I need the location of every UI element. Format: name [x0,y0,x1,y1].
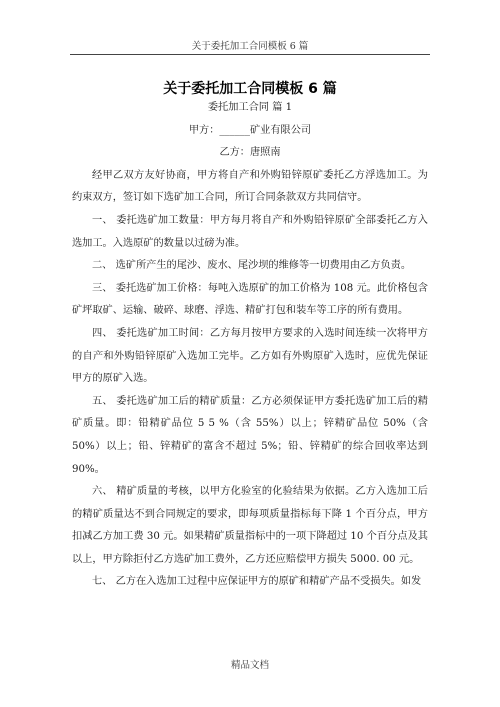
clause-7: 七、 乙方在入选加工过程中应保证甲方的原矿和精矿产品不受损失。如发 [92,576,422,588]
header-divider [70,54,430,55]
document-title: 关于委托加工合同模板 6 篇 [163,81,337,97]
document-body [72,97,428,594]
clause-6: 六、 精矿质量的考核，以甲方化验室的化验结果为依据。乙方入选加工后的精矿质量达不到合同规定的要求，即每项质量指标每下降 1 个百分点，甲方扣减乙方加工费 30 元。如果精矿质量指标中的一项下降超过 10 个百分点及其以上，甲方除拒付乙方选矿加工费外，乙方还应赔偿甲方损失 5000. 00 元。 [72,486,428,565]
intro-paragraph: 经甲乙双方友好协商，甲方将自产和外购铅锌原矿委托乙方浮选加工。为约束双方，签订如下选矿加工合同，所订合同条款双方共同信守。 [72,169,428,204]
clause-2: 二、 选矿所产生的尾沙、废水、尾沙坝的维修等一切费用由乙方负责。 [92,260,412,272]
party-a: 甲方：______矿业有限公司 [188,124,312,136]
contract-subtitle: 委托加工合同 篇 1 [207,102,293,113]
page-header: 关于委托加工合同模板 6 篇 [191,41,309,52]
clause-4: 四、 委托选矿加工时间：乙方每月按甲方要求的入选时间连续一次将甲方的自产和外购铅锌原矿入选加工完毕。乙方如有外购原矿入选时，应优先保证甲方的原矿入选。 [72,327,428,385]
clause-1: 一、 委托选矿加工数量：甲方每月将自产和外购铅锌原矿全部委托乙方入选加工。入选原矿的数量以过磅为准。 [72,214,428,249]
page-footer: 精品文档 [230,660,269,671]
party-b: 乙方：唐照南 [219,147,281,159]
clause-5: 五、 委托选矿加工后的精矿质量：乙方必须保证甲方委托选矿加工后的精矿质量。即：铅精矿品位 5 5 %（含 55%）以上；锌精矿品位 50%（含 50%）以上；铅、锌精矿的富含不超过 5%；铅、锌精矿的综合回收率达到 90%。 [72,395,428,475]
clause-3: 三、 委托选矿加工价格：每吨入选原矿的加工价格为 108 元。此价格包含矿坪取矿、运输、破碎、球磨、浮选、精矿打包和装车等工序的所有费用。 [72,282,428,317]
